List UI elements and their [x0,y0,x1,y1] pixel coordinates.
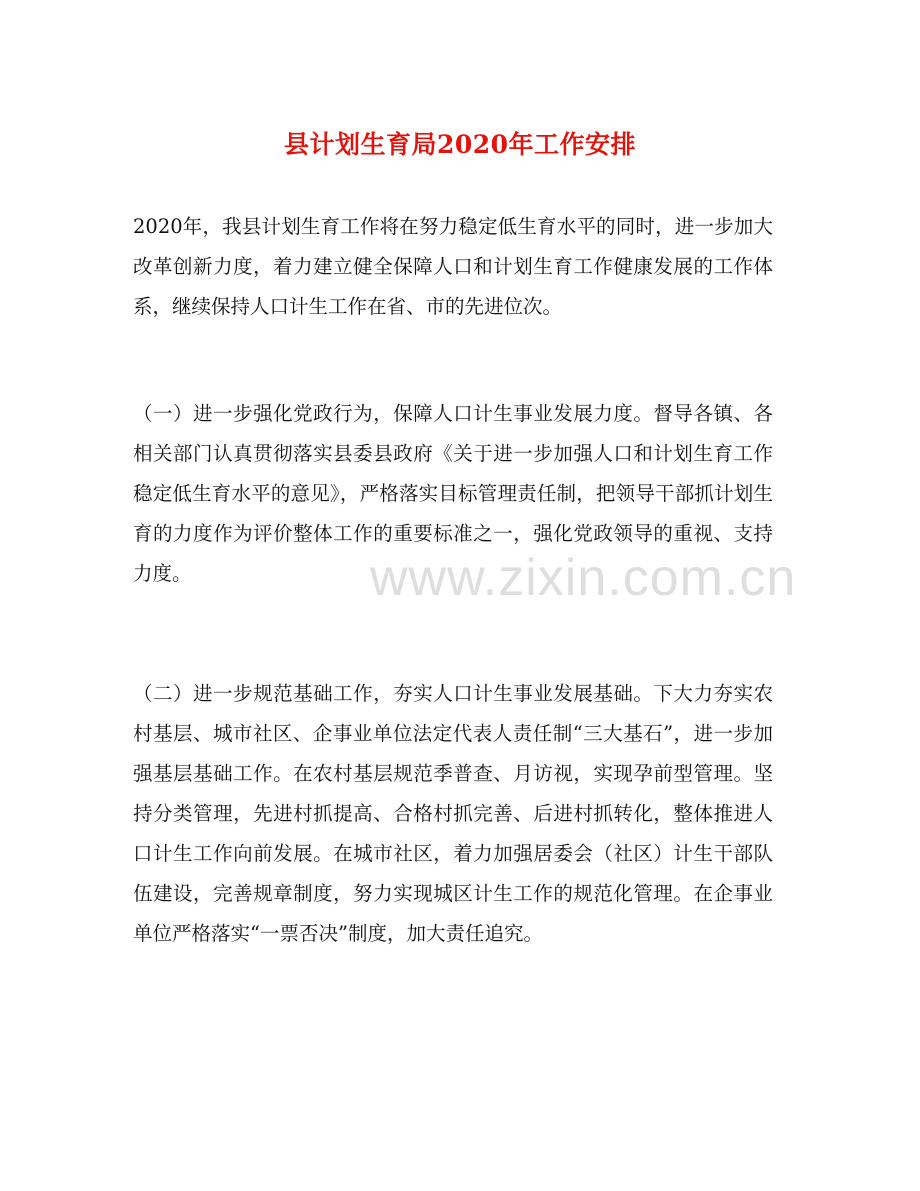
document-title: 县计划生育局2020年工作安排 [283,130,637,159]
paragraph-section-2: （二）进一步规范基础工作，夯实人口计生事业发展基础。下大力夯实农村基层、城市社区、企事业单位法定代表人责任制“三大基石”，进一步加强基层基础工作。在农村基层规范季普查、月访视，实现孕前型管理。坚持分类管理，先进村抓提高、合格村抓完善、后进村抓转化，整体推进人口计生工作向前发展。在城市社区，着力加强居委会（社区）计生干部队伍建设，完善规章制度，努力实现城区计生工作的规范化管理。在企事业单位严格落实“一票否决”制度，加大责任追究。 [133,682,773,945]
watermark-text: www.zixin.com.cn [370,549,797,607]
paragraph-intro: 2020年，我县计划生育工作将在努力稳定低生育水平的同时，进一步加大改革创新力度，着力建立健全保障人口和计划生育工作健康发展的工作体系，继续保持人口计生工作在省、市的先进位次。 [133,215,773,318]
paragraph-section-1: （一）进一步强化党政行为，保障人口计生事业发展力度。督导各镇、各相关部门认真贯彻落实县委县政府《关于进一步加强人口和计划生育工作稳定低生育水平的意见》，严格落实目标管理责任制，把领导干部抓计划生育的力度作为评价整体工作的重要标准之一，强化党政领导的重视、支持力度。 [133,402,773,585]
